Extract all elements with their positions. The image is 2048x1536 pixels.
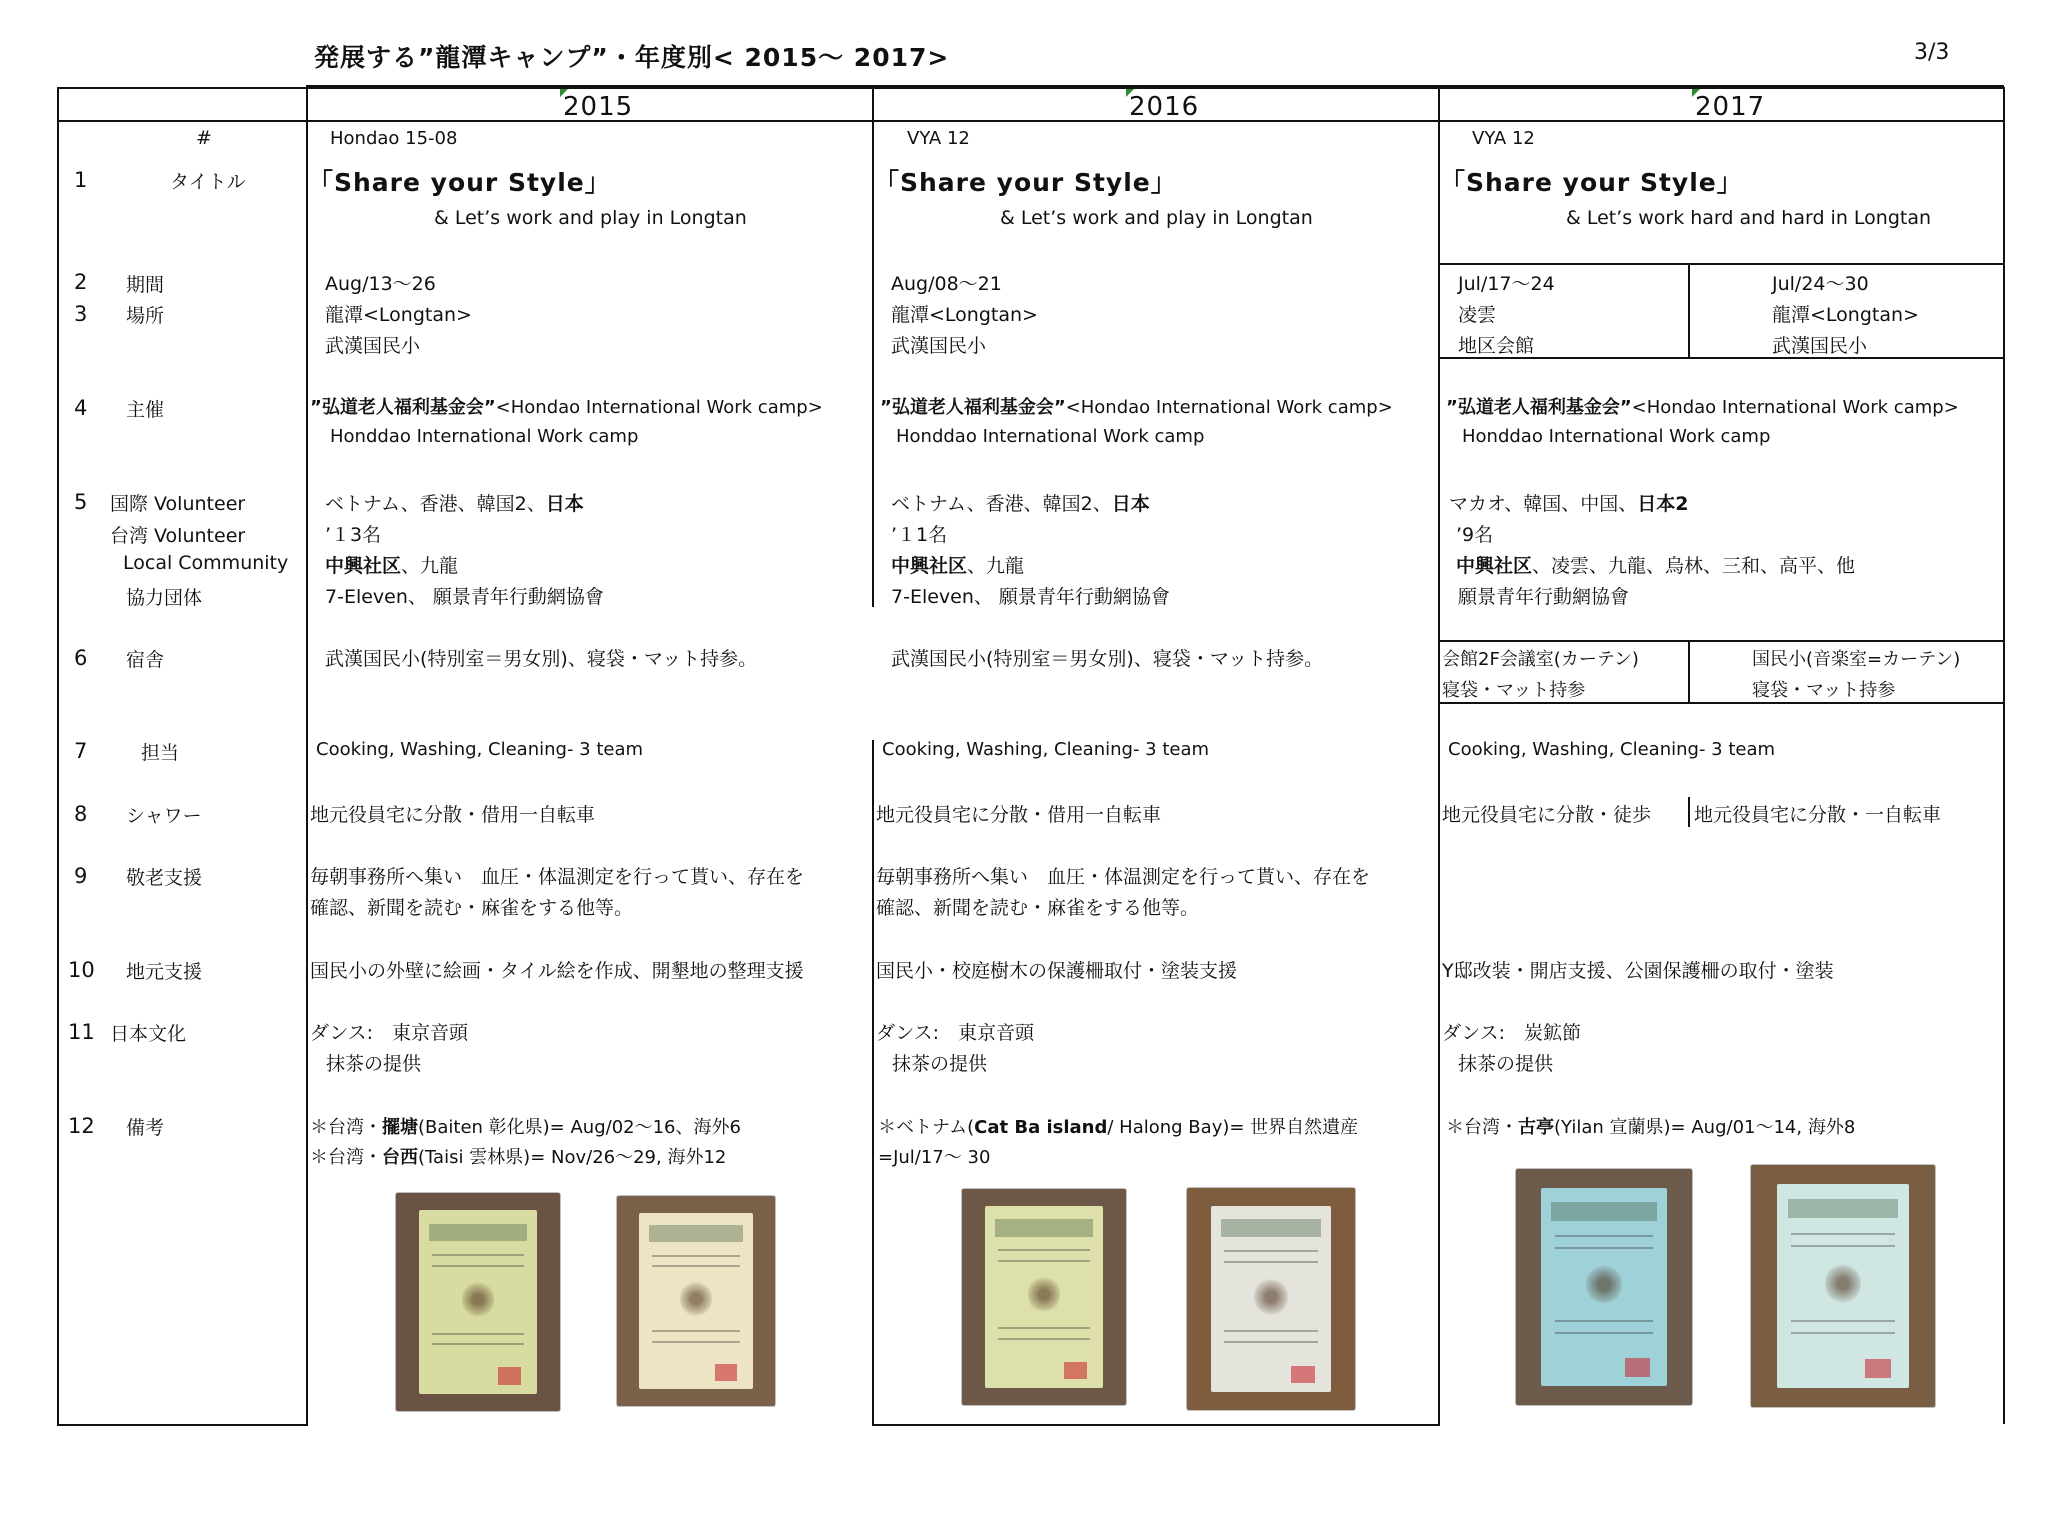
row-number: 1 <box>74 168 88 192</box>
remark-place: Cat Ba island <box>974 1117 1108 1138</box>
local-support: Y邸改装・開店支援、公園保護柵の取付・塗装 <box>1442 960 1834 982</box>
camp-host <box>310 393 823 419</box>
host-english: <Hondao International Work camp> <box>1065 397 1393 418</box>
row-label-tw-volunteer: 台湾 Volunteer <box>110 525 246 547</box>
camp-title: 「Share your Style」 <box>1440 168 1743 197</box>
row-number: 2 <box>74 270 88 294</box>
camp-period-a: Jul/17～24 <box>1458 273 1555 295</box>
remark-prefix: ＊台湾・ <box>310 1147 382 1168</box>
camp-place: 龍潭<Longtan> <box>325 304 472 326</box>
cooperating-orgs: 願景青年行動網協會 <box>1458 586 1630 608</box>
tw-volunteers: ’9名 <box>1456 524 1494 546</box>
host-name: ”弘道老人福利基金会” <box>1446 397 1632 418</box>
shower: 地元役員宅に分散・借用一自転車 <box>310 804 596 826</box>
intl-countries: マカオ、韓国、中国、 <box>1449 493 1638 515</box>
year-header-2015: 2015 <box>563 92 634 122</box>
remark-place: 擺塘 <box>382 1117 418 1138</box>
row-label-place: 場所 <box>126 305 165 327</box>
intl-japan: 日本2 <box>1637 493 1689 515</box>
certificate-photo <box>1751 1165 1935 1407</box>
shower: 地元役員宅に分散・借用一自転車 <box>876 804 1162 826</box>
dorm: 武漢国民小(特別室＝男女別)、寝袋・マット持参。 <box>891 648 1324 670</box>
row-label-cooperation: 協力団体 <box>126 587 203 609</box>
row-number: 6 <box>74 646 88 670</box>
host-english: <Hondao International Work camp> <box>1631 397 1959 418</box>
page-title: 発展する”龍潭キャンプ”・年度別< 2015～ 2017> <box>314 43 950 72</box>
intl-japan: 日本 <box>1111 493 1150 515</box>
camp-code: Hondao 15-08 <box>330 128 458 149</box>
certificate-photo <box>1516 1169 1692 1405</box>
row-label-local-support: 地元支援 <box>126 961 203 983</box>
row-number: 11 <box>68 1020 95 1044</box>
tw-volunteers: ’１1名 <box>891 524 948 546</box>
remark-place: 古亭 <box>1518 1117 1554 1138</box>
intl-countries: ベトナム、香港、韓国2、 <box>891 493 1112 515</box>
dorm-b-room: 国民小(音楽室=カーテン) <box>1752 649 1961 670</box>
duty: Cooking, Washing, Cleaning- 3 team <box>882 739 1210 760</box>
shower-a: 地元役員宅に分散・徒歩 <box>1442 804 1652 826</box>
row-label-intl-volunteer: 国際 Volunteer <box>110 493 246 515</box>
row-label-host: 主催 <box>126 399 165 421</box>
camp-period-b: Jul/24～30 <box>1772 273 1869 295</box>
row-label-period: 期間 <box>126 274 165 296</box>
remark-1 <box>878 1113 1358 1139</box>
elder-support-line1: 毎朝事務所へ集い 血圧・体温測定を行って貰い、存在を <box>876 866 1371 888</box>
row-label-shower: シャワー <box>126 805 202 827</box>
local-support: 国民小の外壁に絵画・タイル絵を作成、開墾地の整理支援 <box>310 960 804 982</box>
duty: Cooking, Washing, Cleaning- 3 team <box>1448 739 1776 760</box>
local-community-main: 中興社区 <box>325 555 402 577</box>
remark-detail: (Yilan 宣蘭県)= Aug/01～14, 海外8 <box>1554 1117 1856 1138</box>
row-label-duty: 担当 <box>141 742 180 764</box>
tw-volunteers: ’１3名 <box>325 524 382 546</box>
host-name: ”弘道老人福利基金会” <box>880 397 1066 418</box>
row-number: 10 <box>68 958 95 982</box>
camp-place-a-hall: 地区会館 <box>1458 335 1535 357</box>
camp-subtitle: & Let’s work and play in Longtan <box>1000 207 1313 229</box>
camp-host-english: Honddao International Work camp <box>330 426 639 447</box>
local-community-others: 、凌雲、九龍、烏林、三和、高平、他 <box>1532 555 1856 577</box>
local-community <box>1456 551 1855 578</box>
camp-title: 「Share your Style」 <box>874 168 1177 197</box>
remark-2 <box>310 1143 726 1169</box>
camp-subtitle: & Let’s work hard and hard in Longtan <box>1566 207 1932 229</box>
remark-detail: (Baiten 彰化県)= Aug/02～16、海外6 <box>418 1117 741 1138</box>
camp-host <box>1446 393 1959 419</box>
local-community-main: 中興社区 <box>891 555 968 577</box>
culture-dance: ダンス: 炭鉱節 <box>1442 1022 1582 1044</box>
row-number: 4 <box>74 396 88 420</box>
dorm: 武漢国民小(特別室＝男女別)、寝袋・マット持参。 <box>325 648 758 670</box>
host-name: ”弘道老人福利基金会” <box>310 397 496 418</box>
local-support: 国民小・校庭樹木の保護柵取付・塗装支援 <box>876 960 1238 982</box>
page-number: 3/3 <box>1914 40 1950 65</box>
camp-period: Aug/13～26 <box>325 273 436 295</box>
remark-place: 台西 <box>382 1147 418 1168</box>
camp-host-english: Honddao International Work camp <box>896 426 1205 447</box>
camp-place: 龍潭<Longtan> <box>891 304 1038 326</box>
certificate-photo <box>962 1189 1126 1405</box>
dorm-b-bedding: 寝袋・マット持参 <box>1752 680 1896 701</box>
culture-tea: 抹茶の提供 <box>1458 1053 1554 1075</box>
camp-host <box>880 393 1393 419</box>
camp-host-english: Honddao International Work camp <box>1462 426 1771 447</box>
remark-prefix: ＊ベトナム( <box>878 1117 975 1138</box>
row-number: 3 <box>74 302 88 326</box>
camp-period: Aug/08～21 <box>891 273 1002 295</box>
row-number: 8 <box>74 802 88 826</box>
intl-volunteers <box>325 489 584 516</box>
year-header-2016: 2016 <box>1129 92 1200 122</box>
local-community <box>891 551 1024 578</box>
year-header-2017: 2017 <box>1695 92 1766 122</box>
camp-place-school: 武漢国民小 <box>325 335 421 357</box>
camp-code: VYA 12 <box>907 128 970 149</box>
camp-place-b: 龍潭<Longtan> <box>1772 304 1919 326</box>
intl-volunteers <box>891 489 1150 516</box>
culture-tea: 抹茶の提供 <box>892 1053 988 1075</box>
dorm-a-bedding: 寝袋・マット持参 <box>1442 680 1586 701</box>
row-label-remarks: 備考 <box>126 1117 165 1139</box>
certificate-photo <box>1187 1188 1355 1410</box>
local-community-main: 中興社区 <box>1456 555 1533 577</box>
shower-b: 地元役員宅に分散・一自転車 <box>1694 804 1942 826</box>
duty: Cooking, Washing, Cleaning- 3 team <box>316 739 644 760</box>
row-number: 7 <box>74 739 88 763</box>
camp-subtitle: & Let’s work and play in Longtan <box>434 207 747 229</box>
intl-countries: ベトナム、香港、韓国2、 <box>325 493 546 515</box>
remark-1 <box>1446 1113 1855 1139</box>
cooperating-orgs: 7-Eleven、 願景青年行動網協會 <box>325 586 604 608</box>
remark-prefix: ＊台湾・ <box>1446 1117 1518 1138</box>
camp-place-school: 武漢国民小 <box>891 335 987 357</box>
certificate-photo <box>396 1193 560 1411</box>
row-label-title: タイトル <box>170 171 246 193</box>
host-english: <Hondao International Work camp> <box>495 397 823 418</box>
camp-code: VYA 12 <box>1472 128 1535 149</box>
row-number: 9 <box>74 864 88 888</box>
remark-1 <box>310 1113 741 1139</box>
row-label-elder-support: 敬老支援 <box>126 867 203 889</box>
culture-tea: 抹茶の提供 <box>326 1053 422 1075</box>
elder-support-line2: 確認、新聞を読む・麻雀をする他等。 <box>310 897 634 919</box>
intl-volunteers <box>1449 489 1689 516</box>
remark-detail: / Halong Bay)= 世界自然遺産 <box>1107 1117 1359 1138</box>
row-label-local-community: Local Community <box>123 552 289 574</box>
certificate-photo <box>617 1196 775 1406</box>
camp-place-a: 凌雲 <box>1458 304 1497 326</box>
local-community <box>325 551 458 578</box>
intl-japan: 日本 <box>545 493 584 515</box>
camp-place-b-school: 武漢国民小 <box>1772 335 1868 357</box>
row-label-dorm: 宿舎 <box>126 649 165 671</box>
local-community-others: 、九龍 <box>967 555 1025 577</box>
row-number: 5 <box>74 490 88 514</box>
row-label-japanese-culture: 日本文化 <box>110 1023 187 1045</box>
cooperating-orgs: 7-Eleven、 願景青年行動網協會 <box>891 586 1170 608</box>
remark-prefix: ＊台湾・ <box>310 1117 382 1138</box>
camp-title: 「Share your Style」 <box>308 168 611 197</box>
elder-support-line2: 確認、新聞を読む・麻雀をする他等。 <box>876 897 1200 919</box>
row-label-hash: # <box>196 127 212 149</box>
local-community-others: 、九龍 <box>401 555 459 577</box>
culture-dance: ダンス: 東京音頭 <box>876 1022 1035 1044</box>
remark-detail: (Taisi 雲林県)= Nov/26～29, 海外12 <box>418 1147 727 1168</box>
remark-2: =Jul/17～ 30 <box>878 1147 991 1168</box>
row-number: 12 <box>68 1114 95 1138</box>
elder-support-line1: 毎朝事務所へ集い 血圧・体温測定を行って貰い、存在を <box>310 866 805 888</box>
culture-dance: ダンス: 東京音頭 <box>310 1022 469 1044</box>
dorm-a-room: 会館2F会議室(カーテン) <box>1442 649 1639 670</box>
